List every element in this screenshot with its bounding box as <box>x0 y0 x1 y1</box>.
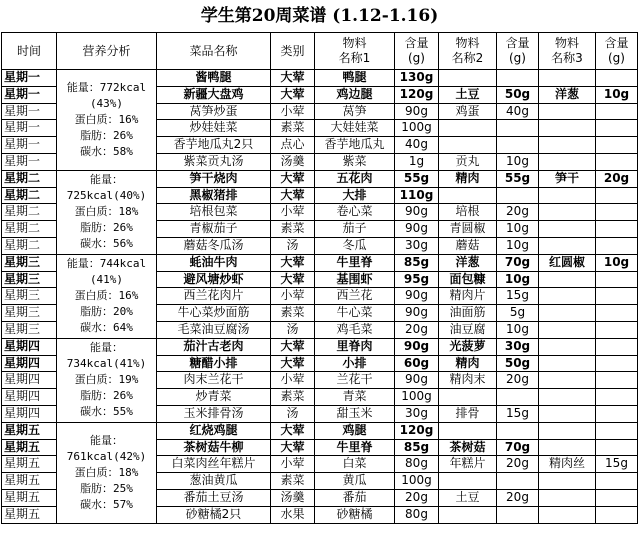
amount-2-cell <box>497 70 539 87</box>
ingredient-3-cell <box>539 187 596 204</box>
amount-3-cell <box>596 338 638 355</box>
ingredient-2-cell: 洋葱 <box>439 254 497 271</box>
ingredient-2-cell: 精肉片 <box>439 288 497 305</box>
amount-1-cell: 90g <box>395 288 439 305</box>
category-cell: 汤 <box>271 237 315 254</box>
category-cell: 大荤 <box>271 338 315 355</box>
ingredient-3-cell: 精肉丝 <box>539 456 596 473</box>
ingredient-2-cell: 面包糠 <box>439 271 497 288</box>
amount-2-cell: 15g <box>497 288 539 305</box>
table-row <box>2 254 638 271</box>
nutrition-line: 725kcal(40%) <box>66 189 147 203</box>
amount-3-cell <box>596 506 638 523</box>
amount-1-cell: 80g <box>395 506 439 523</box>
nutrition-line: 碳水：57% <box>80 497 133 511</box>
category-cell: 素菜 <box>271 221 315 238</box>
amount-1-cell: 85g <box>395 254 439 271</box>
amount-1-cell: 90g <box>395 372 439 389</box>
amount-3-cell <box>596 355 638 372</box>
dish-cell: 白菜肉丝年糕片 <box>157 456 271 473</box>
ingredient-3-cell <box>539 439 596 456</box>
nutrition-line: 脂肪：26% <box>80 389 133 403</box>
ingredient-1-cell: 番茄 <box>315 489 395 506</box>
ingredient-3-cell <box>539 489 596 506</box>
amount-3-cell <box>596 372 638 389</box>
dish-cell: 葱油黄瓜 <box>157 473 271 490</box>
amount-3-cell: 15g <box>596 456 638 473</box>
amount-1-cell: 60g <box>395 355 439 372</box>
table-row <box>2 338 638 355</box>
ingredient-1-cell: 黄瓜 <box>315 473 395 490</box>
dish-cell: 新疆大盘鸡 <box>157 86 271 103</box>
amount-3-cell <box>596 153 638 170</box>
ingredient-3-cell <box>539 338 596 355</box>
nutrition-line: 734kcal(41%) <box>66 357 147 371</box>
amount-2-cell: 40g <box>497 103 539 120</box>
amount-1-cell: 55g <box>395 170 439 187</box>
header-category: 类别 <box>271 33 315 70</box>
day-cell: 星期五 <box>2 473 57 490</box>
dish-cell: 青椒茄子 <box>157 221 271 238</box>
dish-cell: 西兰花肉片 <box>157 288 271 305</box>
day-cell: 星期五 <box>2 422 57 439</box>
dish-cell: 黑椒猪排 <box>157 187 271 204</box>
amount-2-cell: 70g <box>497 254 539 271</box>
dish-cell: 番茄土豆汤 <box>157 489 271 506</box>
amount-1-cell: 95g <box>395 271 439 288</box>
day-cell: 星期二 <box>2 204 57 221</box>
ingredient-2-cell: 蘑菇 <box>439 237 497 254</box>
dish-cell: 蘑菇冬瓜汤 <box>157 237 271 254</box>
dish-cell: 毛菜油豆腐汤 <box>157 321 271 338</box>
nutrition-line: 761kcal(42%) <box>66 449 147 463</box>
amount-1-cell: 90g <box>395 338 439 355</box>
ingredient-2-cell: 茶树菇 <box>439 439 497 456</box>
table-row <box>2 70 638 87</box>
ingredient-1-cell: 鸡腿 <box>315 422 395 439</box>
day-cell: 星期一 <box>2 70 57 87</box>
amount-3-cell <box>596 271 638 288</box>
day-cell: 星期四 <box>2 338 57 355</box>
dish-cell: 莴笋炒蛋 <box>157 103 271 120</box>
ingredient-2-cell <box>439 70 497 87</box>
dish-cell: 酱鸭腿 <box>157 70 271 87</box>
ingredient-3-cell <box>539 204 596 221</box>
ingredient-1-cell: 卷心菜 <box>315 204 395 221</box>
ingredient-3-cell <box>539 153 596 170</box>
header-amount-1: 含量 (g) <box>395 33 439 70</box>
ingredient-2-cell <box>439 422 497 439</box>
ingredient-2-cell <box>439 120 497 137</box>
ingredient-2-cell: 培根 <box>439 204 497 221</box>
day-cell: 星期一 <box>2 103 57 120</box>
ingredient-1-cell: 基围虾 <box>315 271 395 288</box>
nutrition-line: 碳水：55% <box>80 405 133 419</box>
ingredient-1-cell: 紫菜 <box>315 153 395 170</box>
nutrition-line: 脂肪：25% <box>80 481 133 495</box>
amount-2-cell: 5g <box>497 305 539 322</box>
ingredient-1-cell: 里脊肉 <box>315 338 395 355</box>
ingredient-2-cell: 精肉 <box>439 170 497 187</box>
amount-3-cell <box>596 473 638 490</box>
nutrition-line: (43%) <box>89 96 124 110</box>
amount-1-cell: 100g <box>395 473 439 490</box>
category-cell: 大荤 <box>271 422 315 439</box>
header-ingredient-3: 物料 名称3 <box>539 33 596 70</box>
ingredient-1-cell: 鸡毛菜 <box>315 321 395 338</box>
category-cell: 素菜 <box>271 389 315 406</box>
page-title: 学生第20周菜谱 (1.12-1.16) <box>200 6 439 26</box>
ingredient-3-cell: 红圆椒 <box>539 254 596 271</box>
ingredient-3-cell <box>539 355 596 372</box>
ingredient-1-cell: 茄子 <box>315 221 395 238</box>
ingredient-3-cell <box>539 120 596 137</box>
ingredient-1-cell: 五花肉 <box>315 170 395 187</box>
ingredient-1-cell: 冬瓜 <box>315 237 395 254</box>
day-cell: 星期三 <box>2 321 57 338</box>
amount-1-cell: 30g <box>395 237 439 254</box>
day-cell: 星期四 <box>2 372 57 389</box>
ingredient-2-cell <box>439 389 497 406</box>
amount-1-cell: 90g <box>395 204 439 221</box>
amount-2-cell: 10g <box>497 237 539 254</box>
ingredient-1-cell: 鸡边腿 <box>315 86 395 103</box>
amount-3-cell: 10g <box>596 86 638 103</box>
nutrition-cell <box>57 422 157 523</box>
amount-1-cell: 20g <box>395 489 439 506</box>
ingredient-1-cell: 青菜 <box>315 389 395 406</box>
category-cell: 大荤 <box>271 254 315 271</box>
category-cell: 大荤 <box>271 170 315 187</box>
amount-1-cell: 110g <box>395 187 439 204</box>
amount-3-cell <box>596 187 638 204</box>
amount-2-cell <box>497 120 539 137</box>
category-cell: 素菜 <box>271 473 315 490</box>
day-cell: 星期三 <box>2 305 57 322</box>
category-cell: 大荤 <box>271 271 315 288</box>
nutrition-line: 能量： <box>90 173 123 187</box>
ingredient-2-cell <box>439 506 497 523</box>
amount-1-cell: 90g <box>395 305 439 322</box>
day-cell: 星期五 <box>2 456 57 473</box>
amount-2-cell <box>497 389 539 406</box>
header-amount-3: 含量 (g) <box>596 33 638 70</box>
ingredient-2-cell: 光菠萝 <box>439 338 497 355</box>
nutrition-line: 能量：772kcal <box>66 80 147 94</box>
category-cell: 小荤 <box>271 204 315 221</box>
dish-cell: 蚝油牛肉 <box>157 254 271 271</box>
category-cell: 汤 <box>271 405 315 422</box>
header-time: 时间 <box>2 33 57 70</box>
amount-2-cell: 10g <box>497 221 539 238</box>
table-row <box>2 422 638 439</box>
amount-2-cell: 50g <box>497 355 539 372</box>
ingredient-3-cell <box>539 288 596 305</box>
category-cell: 大荤 <box>271 439 315 456</box>
day-cell: 星期二 <box>2 170 57 187</box>
category-cell: 素菜 <box>271 120 315 137</box>
ingredient-2-cell: 土豆 <box>439 489 497 506</box>
header-dish: 菜品名称 <box>157 33 271 70</box>
amount-2-cell <box>497 422 539 439</box>
day-cell: 星期五 <box>2 506 57 523</box>
ingredient-3-cell <box>539 405 596 422</box>
ingredient-3-cell <box>539 321 596 338</box>
nutrition-cell <box>57 170 157 254</box>
category-cell: 水果 <box>271 506 315 523</box>
header-row <box>2 33 638 70</box>
ingredient-3-cell <box>539 271 596 288</box>
ingredient-1-cell: 牛里脊 <box>315 439 395 456</box>
nutrition-line: 能量： <box>90 341 123 355</box>
day-cell: 星期四 <box>2 355 57 372</box>
day-cell: 星期四 <box>2 389 57 406</box>
ingredient-3-cell <box>539 103 596 120</box>
amount-3-cell <box>596 70 638 87</box>
nutrition-cell <box>57 254 157 338</box>
nutrition-cell <box>57 338 157 422</box>
dish-cell: 避风塘炒虾 <box>157 271 271 288</box>
amount-2-cell: 10g <box>497 271 539 288</box>
ingredient-3-cell <box>539 372 596 389</box>
nutrition-line: 脂肪：26% <box>80 128 133 142</box>
category-cell: 大荤 <box>271 86 315 103</box>
amount-1-cell: 120g <box>395 86 439 103</box>
nutrition-line: 蛋白质：19% <box>74 373 139 387</box>
nutrition-line: 蛋白质：18% <box>74 465 139 479</box>
day-cell: 星期五 <box>2 439 57 456</box>
amount-2-cell: 20g <box>497 204 539 221</box>
amount-1-cell: 1g <box>395 153 439 170</box>
nutrition-line: 脂肪：26% <box>80 221 133 235</box>
ingredient-1-cell: 莴笋 <box>315 103 395 120</box>
dish-cell: 肉末兰花干 <box>157 372 271 389</box>
category-cell: 点心 <box>271 137 315 154</box>
day-cell: 星期二 <box>2 237 57 254</box>
ingredient-2-cell: 青圆椒 <box>439 221 497 238</box>
amount-1-cell: 85g <box>395 439 439 456</box>
day-cell: 星期二 <box>2 187 57 204</box>
amount-1-cell: 30g <box>395 405 439 422</box>
nutrition-line: 碳水：58% <box>80 144 133 158</box>
ingredient-3-cell <box>539 473 596 490</box>
dish-cell: 香芋地瓜丸2只 <box>157 137 271 154</box>
amount-3-cell: 20g <box>596 170 638 187</box>
amount-3-cell <box>596 288 638 305</box>
amount-3-cell <box>596 204 638 221</box>
amount-3-cell <box>596 221 638 238</box>
category-cell: 小荤 <box>271 372 315 389</box>
dish-cell: 紫菜贡丸汤 <box>157 153 271 170</box>
dish-cell: 牛心菜炒面筋 <box>157 305 271 322</box>
nutrition-line: 能量：744kcal <box>66 257 147 271</box>
ingredient-3-cell <box>539 305 596 322</box>
amount-2-cell: 10g <box>497 321 539 338</box>
ingredient-1-cell: 大排 <box>315 187 395 204</box>
ingredient-3-cell: 洋葱 <box>539 86 596 103</box>
amount-1-cell: 80g <box>395 456 439 473</box>
category-cell: 素菜 <box>271 305 315 322</box>
amount-3-cell <box>596 489 638 506</box>
amount-3-cell <box>596 137 638 154</box>
ingredient-1-cell: 西兰花 <box>315 288 395 305</box>
ingredient-2-cell <box>439 473 497 490</box>
ingredient-1-cell: 牛里脊 <box>315 254 395 271</box>
ingredient-2-cell: 土豆 <box>439 86 497 103</box>
ingredient-2-cell <box>439 187 497 204</box>
amount-3-cell <box>596 439 638 456</box>
ingredient-3-cell <box>539 389 596 406</box>
dish-cell: 笋干烧肉 <box>157 170 271 187</box>
ingredient-1-cell: 白菜 <box>315 456 395 473</box>
day-cell: 星期二 <box>2 221 57 238</box>
ingredient-2-cell: 年糕片 <box>439 456 497 473</box>
table-row <box>2 170 638 187</box>
ingredient-3-cell <box>539 237 596 254</box>
day-cell: 星期三 <box>2 254 57 271</box>
category-cell: 大荤 <box>271 355 315 372</box>
dish-cell: 炒娃娃菜 <box>157 120 271 137</box>
amount-2-cell: 20g <box>497 456 539 473</box>
amount-2-cell <box>497 473 539 490</box>
ingredient-3-cell <box>539 506 596 523</box>
category-cell: 小荤 <box>271 456 315 473</box>
day-cell: 星期一 <box>2 153 57 170</box>
amount-3-cell <box>596 120 638 137</box>
amount-2-cell: 15g <box>497 405 539 422</box>
amount-2-cell <box>497 187 539 204</box>
amount-2-cell: 20g <box>497 372 539 389</box>
dish-cell: 红烧鸡腿 <box>157 422 271 439</box>
amount-1-cell: 100g <box>395 120 439 137</box>
ingredient-1-cell: 鸭腿 <box>315 70 395 87</box>
nutrition-line: 蛋白质：16% <box>74 289 139 303</box>
amount-2-cell <box>497 137 539 154</box>
menu-table <box>1 32 638 524</box>
amount-2-cell: 55g <box>497 170 539 187</box>
nutrition-line: (41%) <box>89 273 124 287</box>
day-cell: 星期一 <box>2 86 57 103</box>
ingredient-2-cell: 精肉 <box>439 355 497 372</box>
dish-cell: 培根包菜 <box>157 204 271 221</box>
ingredient-2-cell <box>439 137 497 154</box>
amount-2-cell: 50g <box>497 86 539 103</box>
category-cell: 汤羹 <box>271 153 315 170</box>
amount-1-cell: 100g <box>395 389 439 406</box>
day-cell: 星期五 <box>2 489 57 506</box>
day-cell: 星期一 <box>2 137 57 154</box>
nutrition-line: 蛋白质：16% <box>74 112 139 126</box>
ingredient-2-cell: 精肉末 <box>439 372 497 389</box>
amount-3-cell <box>596 422 638 439</box>
ingredient-1-cell: 兰花干 <box>315 372 395 389</box>
category-cell: 汤羹 <box>271 489 315 506</box>
category-cell: 小荤 <box>271 103 315 120</box>
amount-3-cell <box>596 305 638 322</box>
ingredient-1-cell: 香芋地瓜丸 <box>315 137 395 154</box>
nutrition-line: 碳水：64% <box>80 321 133 335</box>
ingredient-2-cell: 排骨 <box>439 405 497 422</box>
nutrition-line: 能量： <box>90 433 123 447</box>
amount-1-cell: 40g <box>395 137 439 154</box>
nutrition-cell <box>57 70 157 171</box>
dish-cell: 糖醋小排 <box>157 355 271 372</box>
ingredient-2-cell: 油豆腐 <box>439 321 497 338</box>
amount-3-cell <box>596 321 638 338</box>
amount-1-cell: 90g <box>395 103 439 120</box>
amount-3-cell <box>596 389 638 406</box>
amount-2-cell: 30g <box>497 338 539 355</box>
dish-cell: 茄汁古老肉 <box>157 338 271 355</box>
amount-3-cell: 10g <box>596 254 638 271</box>
nutrition-line: 脂肪：20% <box>80 305 133 319</box>
amount-3-cell <box>596 237 638 254</box>
ingredient-2-cell: 鸡蛋 <box>439 103 497 120</box>
header-ingredient-1: 物料 名称1 <box>315 33 395 70</box>
header-amount-2: 含量 (g) <box>497 33 539 70</box>
ingredient-3-cell <box>539 221 596 238</box>
amount-2-cell: 10g <box>497 153 539 170</box>
dish-cell: 茶树菇牛柳 <box>157 439 271 456</box>
dish-cell: 砂糖橘2只 <box>157 506 271 523</box>
ingredient-1-cell: 大娃娃菜 <box>315 120 395 137</box>
amount-1-cell: 130g <box>395 70 439 87</box>
category-cell: 小荤 <box>271 288 315 305</box>
amount-2-cell <box>497 506 539 523</box>
amount-2-cell: 70g <box>497 439 539 456</box>
header-nutrition: 营养分析 <box>57 33 157 70</box>
category-cell: 大荤 <box>271 187 315 204</box>
ingredient-2-cell: 贡丸 <box>439 153 497 170</box>
day-cell: 星期四 <box>2 405 57 422</box>
nutrition-line: 蛋白质：18% <box>74 205 139 219</box>
ingredient-2-cell: 油面筋 <box>439 305 497 322</box>
ingredient-3-cell <box>539 422 596 439</box>
ingredient-1-cell: 牛心菜 <box>315 305 395 322</box>
category-cell: 大荤 <box>271 70 315 87</box>
ingredient-1-cell: 甜玉米 <box>315 405 395 422</box>
ingredient-3-cell <box>539 137 596 154</box>
amount-1-cell: 20g <box>395 321 439 338</box>
day-cell: 星期三 <box>2 271 57 288</box>
day-cell: 星期一 <box>2 120 57 137</box>
ingredient-3-cell: 笋干 <box>539 170 596 187</box>
amount-3-cell <box>596 405 638 422</box>
day-cell: 星期三 <box>2 288 57 305</box>
dish-cell: 炒青菜 <box>157 389 271 406</box>
category-cell: 汤 <box>271 321 315 338</box>
amount-1-cell: 90g <box>395 221 439 238</box>
ingredient-1-cell: 小排 <box>315 355 395 372</box>
amount-2-cell: 20g <box>497 489 539 506</box>
ingredient-3-cell <box>539 70 596 87</box>
nutrition-line: 碳水：56% <box>80 237 133 251</box>
ingredient-1-cell: 砂糖橘 <box>315 506 395 523</box>
dish-cell: 玉米排骨汤 <box>157 405 271 422</box>
amount-3-cell <box>596 103 638 120</box>
header-ingredient-2: 物料 名称2 <box>439 33 497 70</box>
amount-1-cell: 120g <box>395 422 439 439</box>
